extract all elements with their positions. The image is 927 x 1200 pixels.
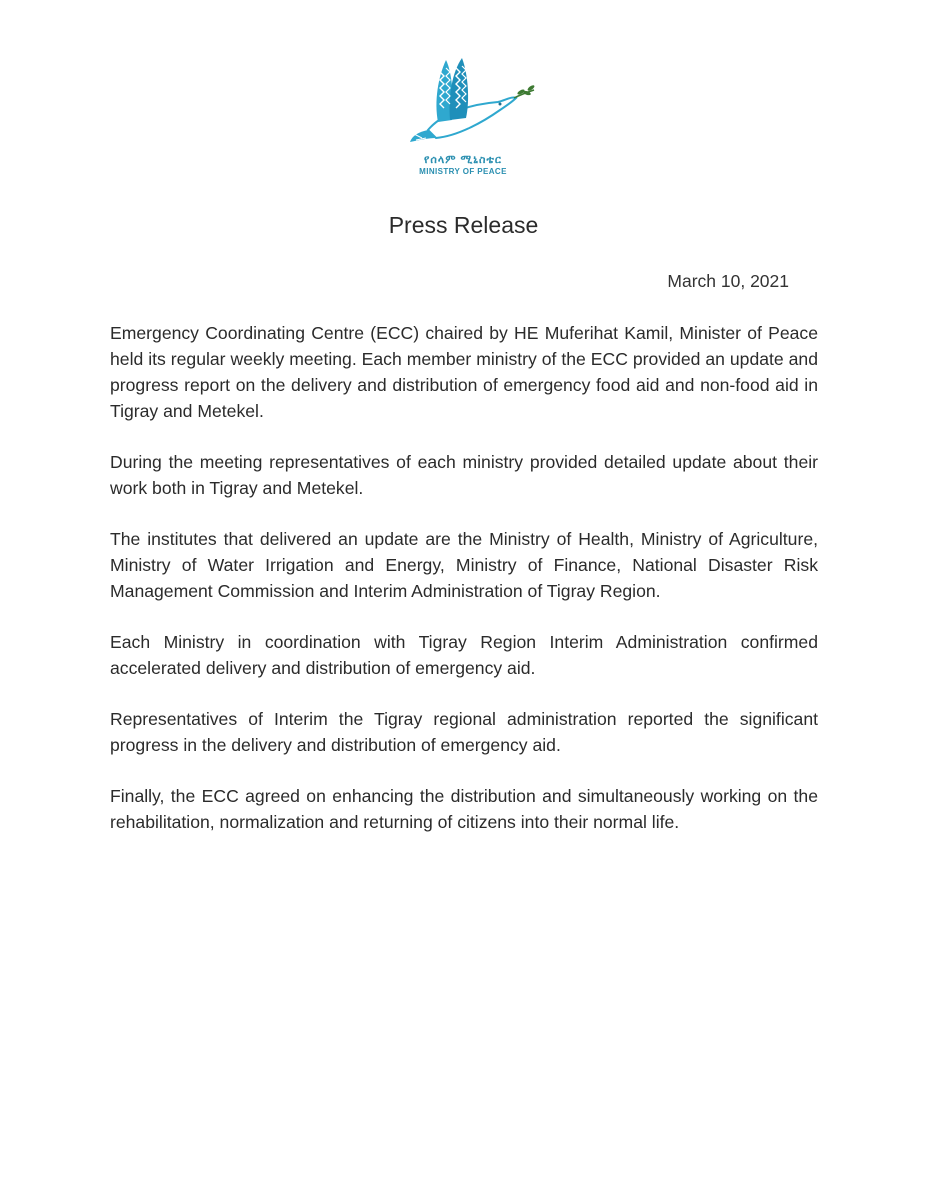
document-body <box>110 320 818 860</box>
paragraph: Finally, the ECC agreed on enhancing the distribution and simultaneously working on the rehabilitation, normalization and returning of citizens into their normal life. <box>110 786 818 832</box>
logo-english-name: MINISTRY OF PEACE <box>419 167 507 176</box>
paragraph: Representatives of Interim the Tigray regional administration reported the significant progress in the delivery and distribution of emergency aid. <box>110 709 818 755</box>
paragraph: During the meeting representatives of each ministry provided detailed update about their work both in Tigray and Metekel. <box>110 452 818 498</box>
document-date: March 10, 2021 <box>667 271 789 291</box>
dove-with-olive-branch-icon <box>388 52 538 152</box>
paragraph: Emergency Coordinating Centre (ECC) chaired by HE Muferihat Kamil, Minister of Peace held its regular weekly meeting. Each member ministry of the ECC provided an update and progress report on the delivery and distribution of emergency food aid and non-food aid in Tigray and Metekel. <box>110 323 818 421</box>
paragraph: The institutes that delivered an update are the Ministry of Health, Ministry of Agriculture, Ministry of Water Irrigation and Energy, Ministry of Finance, National Disaster Risk Management Commission and Interim Administration of Tigray Region. <box>110 529 818 601</box>
ministry-logo <box>388 52 538 182</box>
paragraph: Each Ministry in coordination with Tigray Region Interim Administration confirmed accelerated delivery and distribution of emergency aid. <box>110 632 818 678</box>
document-title: Press Release <box>388 212 539 238</box>
logo-amharic-name: የሰላም ሚኒስቴር <box>424 154 502 166</box>
